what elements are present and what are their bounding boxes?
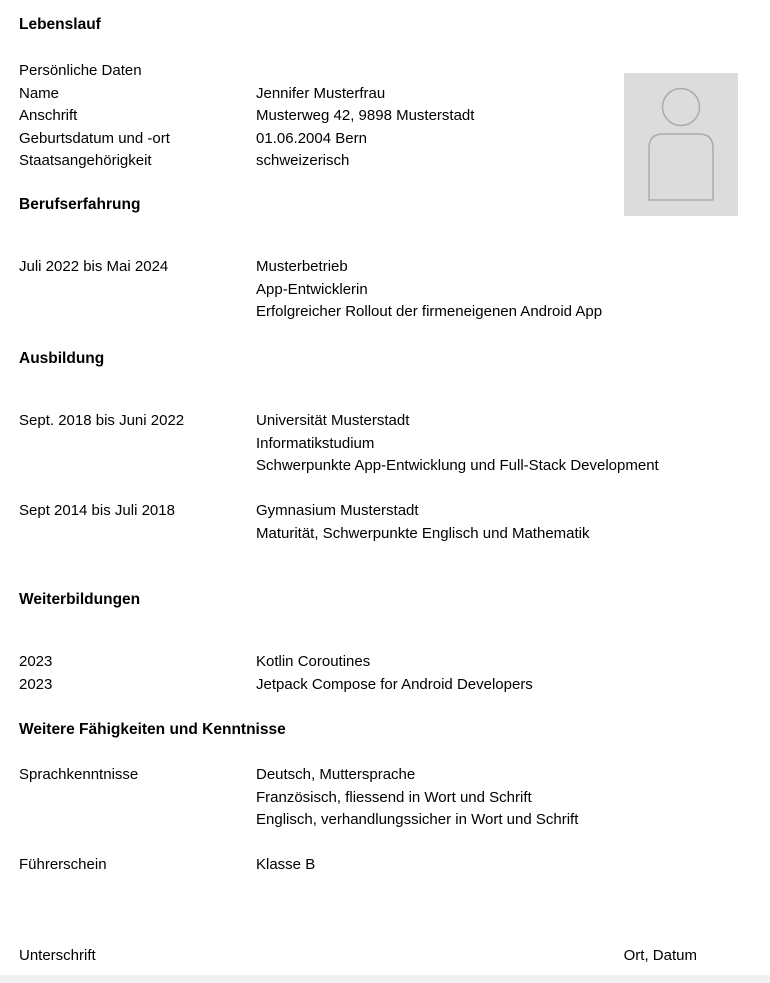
training-list: [19, 651, 533, 696]
personal-row-name: [19, 83, 474, 106]
education-line: Informatikstudium: [256, 434, 375, 452]
skills-heading: Weitere Fähigkeiten und Kenntnisse: [19, 721, 286, 738]
education-line: Gymnasium Musterstadt: [256, 502, 419, 519]
page-bottom-edge: [0, 975, 770, 983]
experience-period: Juli 2022 bis Mai 2024: [19, 258, 169, 275]
skills-details: Klasse B: [256, 856, 316, 873]
education-details: [256, 410, 659, 478]
training-entry: [19, 674, 533, 697]
field-label-nationality: Staatsangehörigkeit: [19, 152, 152, 170]
field-value-nationality: schweizerisch: [256, 152, 350, 170]
education-entry-university: [19, 410, 659, 478]
training-heading: Weiterbildungen: [19, 591, 141, 608]
training-title: Kotlin Coroutines: [256, 653, 371, 670]
skills-label: Sprachkenntnisse: [19, 766, 139, 783]
education-line: Schwerpunkte App-Entwicklung und Full-Stack Development: [256, 457, 659, 475]
personal-row-nationality: [19, 150, 474, 173]
field-value-birth: 01.06.2004 Bern: [256, 129, 367, 147]
field-label-address: Anschrift: [19, 107, 78, 125]
field-label-name: Name: [19, 84, 60, 102]
personal-data-section: [19, 60, 474, 173]
training-title: Jetpack Compose for Android Developers: [256, 675, 533, 693]
skills-entry-license: [19, 854, 315, 877]
signature-label: Unterschrift: [19, 947, 96, 964]
document-title: Lebenslauf: [19, 16, 101, 33]
experience-line: Erfolgreicher Rollout der firmeneigenen Android App: [256, 303, 603, 321]
skills-line: Französisch, fliessend in Wort und Schrift: [256, 788, 532, 806]
skills-label: Führerschein: [19, 856, 107, 873]
experience-entry: [19, 256, 602, 324]
education-period: Sept 2014 bis Juli 2018: [19, 502, 175, 519]
training-entry: [19, 651, 533, 674]
photo-placeholder: [624, 73, 738, 216]
place-date-label: Ort, Datum: [623, 947, 697, 964]
personal-row-birth: [19, 128, 474, 151]
person-silhouette-icon: [624, 73, 738, 216]
education-heading: Ausbildung: [19, 350, 105, 367]
education-period: Sept. 2018 bis Juni 2022: [19, 412, 185, 429]
training-period: 2023: [19, 675, 53, 693]
personal-row-address: [19, 105, 474, 128]
education-line: Maturität, Schwerpunkte Englisch und Mathematik: [256, 524, 590, 542]
education-line: Universität Musterstadt: [256, 412, 410, 429]
education-entry-gymnasium: [19, 500, 590, 545]
education-details: [256, 500, 590, 545]
experience-line: Musterbetrieb: [256, 258, 348, 275]
personal-data-heading: Persönliche Daten: [19, 62, 142, 79]
footer-row: [19, 945, 697, 968]
skills-entry-languages: [19, 764, 578, 832]
experience-details: [256, 256, 602, 324]
experience-heading: Berufserfahrung: [19, 196, 141, 213]
skills-details: [256, 764, 578, 832]
experience-line: App-Entwicklerin: [256, 280, 368, 298]
field-value-address: Musterweg 42, 9898 Musterstadt: [256, 107, 475, 125]
field-label-birth: Geburtsdatum und -ort: [19, 129, 170, 147]
skills-line: Deutsch, Muttersprache: [256, 766, 416, 783]
training-period: 2023: [19, 653, 53, 670]
skills-line: Englisch, verhandlungssicher in Wort und Schrift: [256, 811, 579, 829]
field-value-name: Jennifer Musterfrau: [256, 84, 386, 102]
